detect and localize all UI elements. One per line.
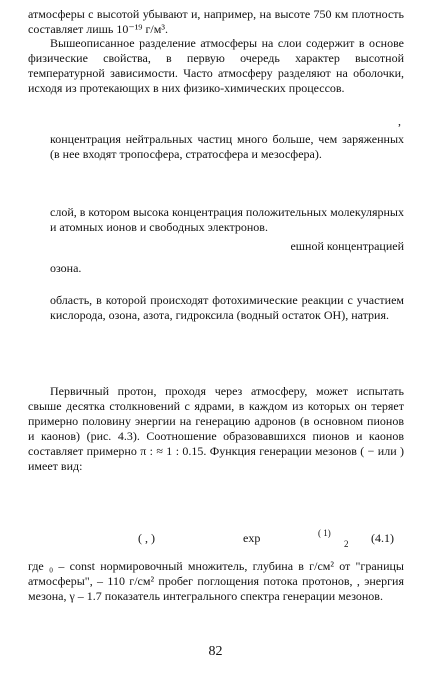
paragraph-where: где ₀ – const нормировочный множитель, глубина в г/см² от "границы атмосферы", – 110 г/см² пробег поглощения потока протонов, , энергия мезона, γ – 1.7 показатель интегрального спектра генерации мезонов.: [28, 559, 404, 603]
equation-subscript: 2: [344, 539, 349, 549]
paragraph-proton: Первичный протон, проходя через атмосферу, может испытать свыше десятка столкновений с ядрами, в каждом из которых он теряет примерно половину энергии на генерацию адронов (в основном пионов и каонов) (рис. 4.3). Соотношение образовавшихся пионов и каонов составляет примерно π : ≈ 1 : 0.15. Функция генерации мезонов ( − или ) имеет вид:: [28, 384, 404, 473]
top-text: атмосферы с высотой убывают и, например, на высоте 750 км плотность составляет лишь 10⁻¹⁹ г/м³.: [28, 7, 404, 36]
list-item-ozone-line1: ешной концентрацией: [290, 239, 404, 253]
list-item-neutral: концентрация нейтральных частиц много больше, чем заряженных (в нее входят тропосфера, стратосфера и мезосфера).: [50, 132, 404, 161]
paragraph-layers: Вышеописанное разделение атмосферы на слои содержит в основе физические свойства, в первую очередь характер высотной температурной зависимости. Часто атмосферу разделяют на оболочки, исходя из протекающих в них физико-химических процессов.: [28, 36, 404, 95]
equation-number: (4.1): [371, 531, 394, 545]
page-number: 82: [208, 644, 223, 659]
equation-left: ( , ): [138, 531, 155, 545]
list-item-ion-layer: слой, в котором высока концентрация положительных молекулярных и атомных ионов и свободных электронов.: [50, 205, 404, 234]
equation-4-1: [28, 528, 404, 549]
equation-exp: exp: [243, 531, 261, 545]
equation-superscript: ( 1): [318, 528, 331, 538]
list-item-photochem: область, в которой происходят фотохимические реакции с участием кислорода, озона, азота, гидроксила (водный остаток ОН), натрия.: [50, 293, 404, 322]
stray-comma: ,: [398, 114, 401, 128]
list-item-ozone-line2: озона.: [50, 261, 82, 275]
